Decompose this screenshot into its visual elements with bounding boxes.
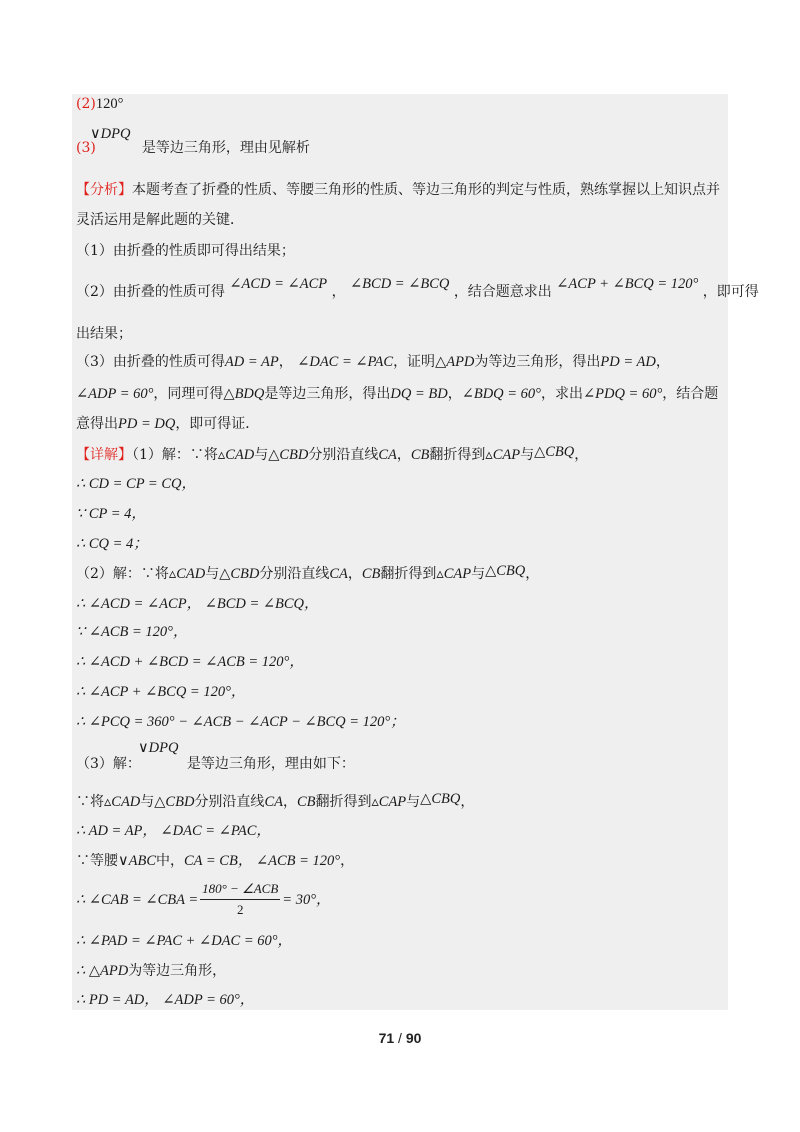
detail-step-15: ∴ ∠CAB = ∠CBA = $\frac{\text{180° − ∠ACB}}{2}$ = 30°， bbox=[76, 880, 331, 917]
detail-step-2: ∴ CD = CP = CQ， bbox=[76, 476, 196, 492]
detail-step-6: ∴ ∠ACD = ∠ACP， ∠BCD = ∠BCQ， bbox=[76, 596, 319, 612]
fraction: $\frac{\text{180° − ∠ACB}}{2}$ bbox=[202, 880, 279, 917]
answer-3: (3) 是等边三角形，理由见解析 bbox=[76, 140, 310, 156]
detail-step-9: ∴ ∠ACP + ∠BCQ = 120°， bbox=[76, 684, 246, 700]
detail-step-7: ∵ ∠ACB = 120°， bbox=[76, 624, 188, 640]
answer-2: (2)120° bbox=[76, 96, 124, 112]
analysis-point-3-c: 意得出PD = DQ，即可得证． bbox=[76, 416, 260, 432]
detail-step-12: ∵将▵CAD与△CBD分别沿直线CA，CB翻折得到▵CAP与△CBQ， bbox=[76, 791, 475, 810]
detail-step-13: ∴ AD = AP， ∠DAC = ∠PAC， bbox=[76, 823, 271, 839]
content-panel bbox=[72, 94, 728, 1010]
analysis-point-3-a: （3）由折叠的性质可得AD = AP， ∠DAC = ∠PAC，证明△APD为等边三角形，得出PD = AD， bbox=[76, 354, 670, 370]
detail-step-16: ∴ ∠PAD = ∠PAC + ∠DAC = 60°， bbox=[76, 933, 293, 949]
detail-step-14: ∵等腰∨ABC中，CA = CB， ∠ACB = 120°， bbox=[76, 853, 355, 869]
answer-3-triangle: ∨DPQ bbox=[90, 126, 131, 142]
detail-step-10: ∴ ∠PCQ = 360° − ∠ACB − ∠ACP − ∠BCQ = 120°； bbox=[76, 714, 405, 730]
analysis-line-1: 【分析】本题考查了折叠的性质、等腰三角形的性质、等边三角形的判定与性质，熟练掌握以上知识点并 bbox=[76, 182, 720, 198]
detail-step-1: 【详解】（1）解：∵将▵CAD与△CBD分别沿直线CA，CB翻折得到▵CAP与△CBQ， bbox=[76, 444, 589, 463]
detail-step-3: ∵ CP = 4， bbox=[76, 506, 146, 522]
detail-step-18: ∴ PD = AD， ∠ADP = 60°， bbox=[76, 992, 255, 1008]
detail-step-11: （3）解： 是等边三角形，理由如下： bbox=[76, 756, 355, 772]
analysis-point-3-b: ∠ADP = 60°，同理可得△BDQ是等边三角形，得出DQ = BD，∠BDQ = 60°，求出∠PDQ = 60°，结合题 bbox=[76, 386, 719, 402]
page-number: 71 / 90 bbox=[378, 1030, 422, 1046]
detail-step-17: ∴ △APD为等边三角形， bbox=[76, 963, 227, 979]
analysis-point-2-cont: 出结果； bbox=[76, 326, 132, 342]
analysis-point-1: （1）由折叠的性质即可得出结果； bbox=[76, 243, 295, 259]
detail-step-11-triangle: ∨DPQ bbox=[138, 740, 179, 756]
detail-step-5: （2）解：∵将▵CAD与△CBD分别沿直线CA，CB翻折得到▵CAP与△CBQ， bbox=[76, 563, 540, 582]
detail-step-8: ∴ ∠ACD + ∠BCD = ∠ACB = 120°， bbox=[76, 654, 304, 670]
analysis-line-2: 灵活运用是解此题的关键． bbox=[76, 212, 244, 228]
detail-step-4: ∴ CQ = 4； bbox=[76, 536, 148, 552]
analysis-point-2: （2）由折叠的性质可得 ∠ACD = ∠ACP ， ∠BCD = ∠BCQ ，结合题意求出 ∠ACP + ∠BCQ = 120° ，即可得 bbox=[76, 276, 759, 300]
